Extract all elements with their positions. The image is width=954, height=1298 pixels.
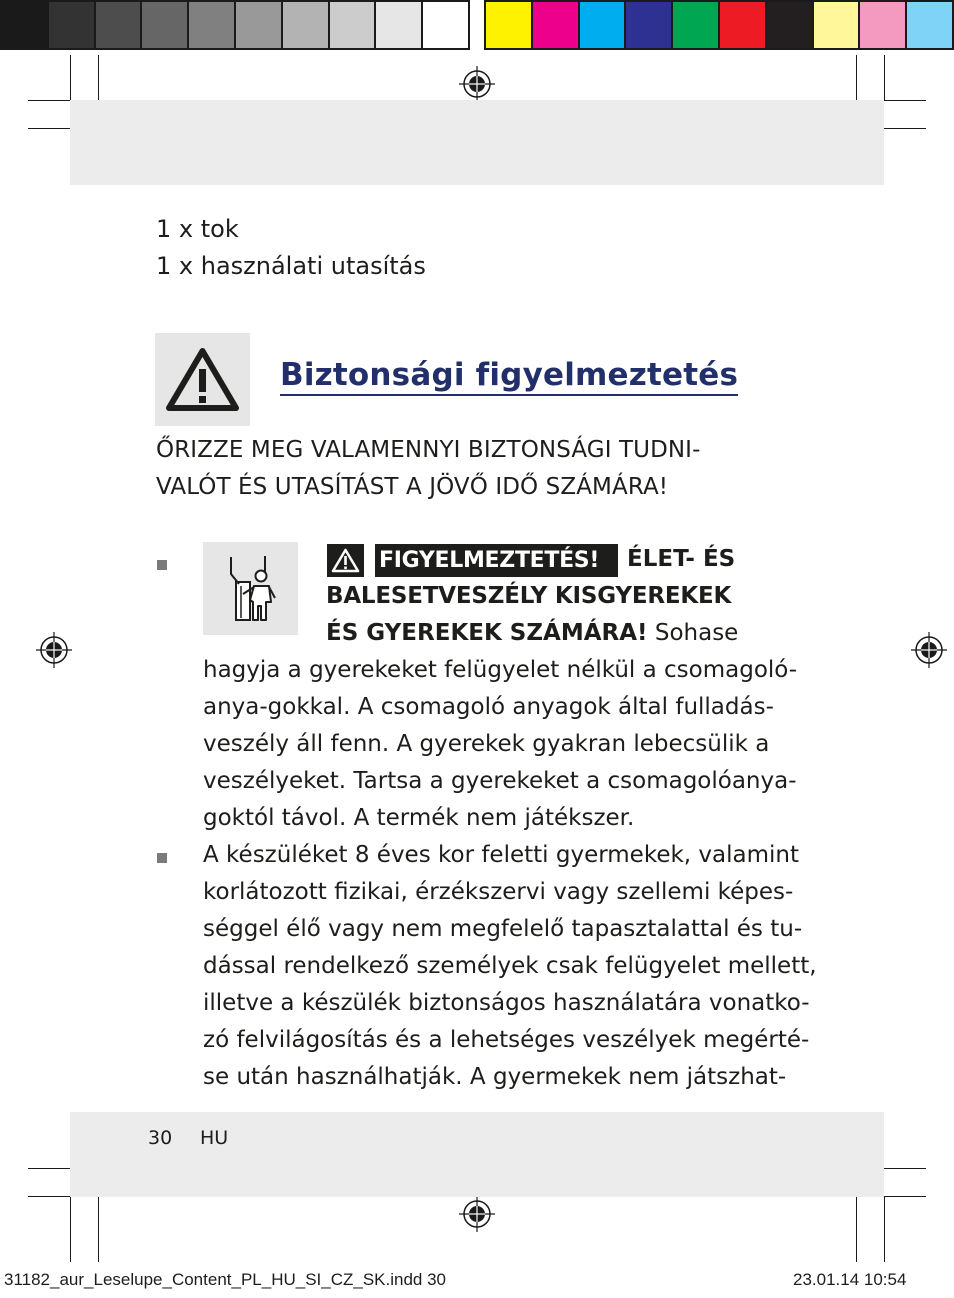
color-control-bar <box>484 0 954 50</box>
section-title: Biztonsági figyelmeztetés <box>280 357 738 396</box>
color-swatch <box>720 2 767 48</box>
crop-mark <box>70 1196 71 1262</box>
header-band <box>70 100 884 185</box>
safety-intro-line: VALÓT ÉS UTASÍTÁST A JÖVŐ IDŐ SZÁMÁRA! <box>156 474 669 500</box>
crop-mark <box>884 1196 885 1262</box>
warning-text: Sohase <box>647 620 739 646</box>
crop-mark <box>28 1168 70 1169</box>
paragraph-text: A készüléket 8 éves kor feletti gyermekek, valamint <box>203 842 800 868</box>
footer-band <box>70 1112 884 1197</box>
safety-intro-line: ŐRIZZE MEG VALAMENNYI BIZTONSÁGI TUDNI- <box>156 437 701 463</box>
color-swatch <box>236 2 283 48</box>
crop-mark <box>70 55 71 101</box>
warning-badge-icon <box>327 544 364 577</box>
crop-mark <box>884 55 885 101</box>
warning-label: FIGYELMEZTETÉS! <box>375 544 618 577</box>
color-swatch <box>767 2 814 48</box>
bullet-marker <box>157 853 167 863</box>
color-swatch <box>376 2 423 48</box>
contents-item: 1 x tok <box>156 215 239 243</box>
crop-mark <box>28 100 70 101</box>
warning-triangle-box <box>155 333 250 426</box>
crop-mark <box>28 128 70 129</box>
warning-heading: BALESETVESZÉLY KISGYEREKEK <box>326 583 732 609</box>
registration-mark-icon <box>36 632 72 668</box>
color-swatch <box>330 2 377 48</box>
crop-mark <box>884 128 926 129</box>
paragraph-text: zó felvilágosítás és a lehetséges veszélyek megérté- <box>203 1027 810 1053</box>
warning-triangle-icon <box>155 333 250 426</box>
warning-text: hagyja a gyerekeket felügyelet nélkül a csomagoló- <box>203 657 798 683</box>
crop-mark <box>884 1168 926 1169</box>
color-swatch <box>96 2 143 48</box>
warning-text: goktól távol. A termék nem játékszer. <box>203 805 635 831</box>
color-swatch <box>283 2 330 48</box>
registration-mark-icon <box>459 66 495 102</box>
slug-filename: 31182_aur_Leselupe_Content_PL_HU_SI_CZ_SK.indd 30 <box>4 1270 447 1289</box>
paragraph-text: illetve a készülék biztonságos használatára vonatko- <box>203 990 810 1016</box>
warning-text: veszélyeket. Tartsa a gyerekeket a csomagolóanya- <box>203 768 797 794</box>
warning-heading: ÉS GYEREKEK SZÁMÁRA! <box>326 620 648 646</box>
color-swatch <box>189 2 236 48</box>
paragraph-text: séggel élő vagy nem megfelelő tapasztalattal és tu- <box>203 916 803 942</box>
grey-scale-bar <box>0 0 470 50</box>
warning-heading: ÉLET- ÉS <box>627 546 736 572</box>
color-swatch <box>423 2 468 48</box>
crop-mark <box>884 100 926 101</box>
contents-item: 1 x használati utasítás <box>156 252 426 280</box>
color-swatch <box>142 2 189 48</box>
color-swatch <box>814 2 861 48</box>
page-number: 30 <box>148 1127 173 1149</box>
color-swatch <box>533 2 580 48</box>
paragraph-text: se után használhatják. A gyermekek nem játszhat- <box>203 1064 787 1090</box>
registration-mark-icon <box>911 632 947 668</box>
paragraph-text: dással rendelkező személyek csak felügyelet mellett, <box>203 953 817 979</box>
crop-mark <box>98 1196 99 1262</box>
slug-date: 23.01.14 10:54 <box>793 1270 907 1289</box>
color-swatch <box>486 2 533 48</box>
language-code: HU <box>200 1127 229 1149</box>
paragraph-text: korlátozott fizikai, érzékszervi vagy szellemi képes- <box>203 879 794 905</box>
warning-text: anya-gokkal. A csomagoló anyagok által fulladás- <box>203 694 774 720</box>
registration-mark-icon <box>459 1196 495 1232</box>
crop-mark <box>98 55 99 101</box>
warning-text: veszély áll fenn. A gyerekek gyakran lebecsülik a <box>203 731 770 757</box>
crop-mark <box>856 1196 857 1262</box>
child-danger-box <box>203 542 298 635</box>
color-swatch <box>49 2 96 48</box>
warning-heading-line <box>326 620 738 646</box>
crop-mark <box>28 1196 70 1197</box>
color-swatch <box>860 2 907 48</box>
child-hazard-icon <box>203 542 298 635</box>
color-swatch <box>580 2 627 48</box>
crop-mark <box>856 55 857 101</box>
color-swatch <box>2 2 49 48</box>
crop-mark <box>884 1196 926 1197</box>
color-swatch <box>626 2 673 48</box>
color-swatch <box>673 2 720 48</box>
color-swatch <box>907 2 952 48</box>
bullet-marker <box>157 560 167 570</box>
